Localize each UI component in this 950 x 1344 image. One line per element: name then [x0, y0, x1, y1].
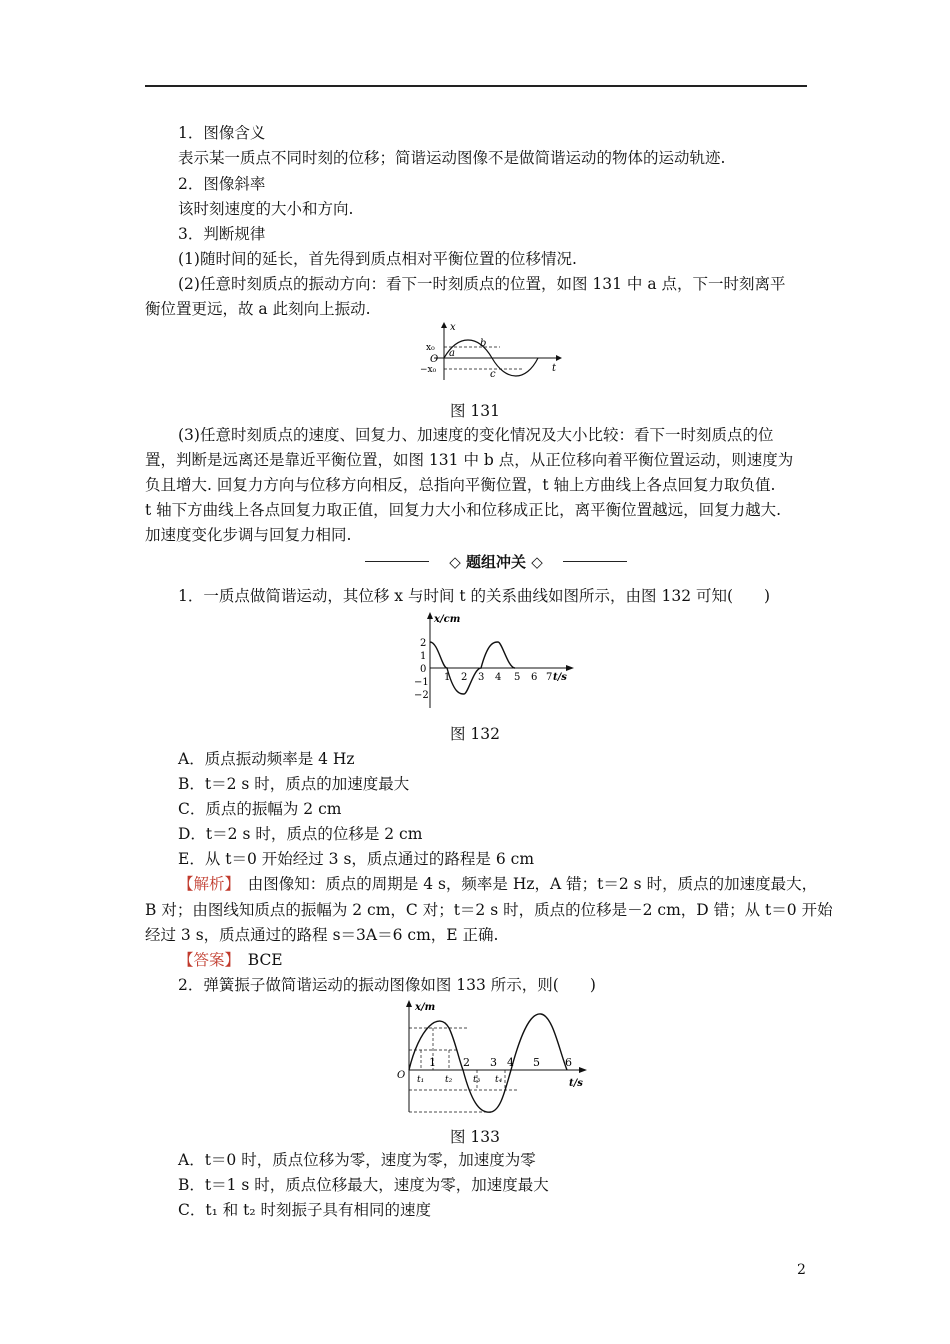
q1-stem: 1．一质点做简谐运动，其位移 x 与时间 t 的关系曲线如图所示，由图 132 可知( )	[178, 587, 771, 605]
fig133-y-label: x/m	[415, 1002, 436, 1013]
fig132-xtick-4: 4	[495, 672, 502, 683]
fig133-num-3: 3	[490, 1056, 497, 1069]
analysis-text-1: 由图像知：质点的周期是 4 s，频率是 Hz，A 错；t＝2 s 时，质点的加速度最大，	[232, 875, 818, 893]
answer-text: BCE	[232, 951, 283, 969]
figure-131-caption: 图 131	[449, 402, 500, 420]
fig132-xtick-3: 3	[478, 672, 485, 683]
paragraph-2: 该时刻速度的大小和方向.	[178, 200, 354, 218]
fig132-xtick-2: 2	[461, 672, 468, 683]
q1-option-a: A．质点振动频率是 4 Hz	[178, 750, 355, 768]
fig133-num-2: 2	[463, 1056, 470, 1069]
fig131-neg-x0-label: −x₀	[420, 365, 437, 375]
fig133-x-label: t/s	[569, 1078, 583, 1089]
fig132-ytick-neg2: −2	[414, 690, 429, 701]
rule-2-line-2: 衡位置更远，故 a 此刻向上振动.	[145, 300, 371, 318]
q2-stem: 2．弹簧振子做简谐运动的振动图像如图 133 所示，则( )	[178, 976, 596, 994]
page-number: 2	[797, 1262, 806, 1278]
fig133-num-5: 5	[533, 1056, 540, 1069]
fig133-num-6: 6	[565, 1056, 572, 1069]
fig131-x0-label: x₀	[426, 343, 435, 353]
q1-answer	[178, 950, 283, 970]
fig132-xtick-6: 6	[531, 672, 538, 683]
heading-2: 2．图像斜率	[178, 175, 266, 193]
fig131-point-b: b	[480, 338, 487, 349]
answer-tag: 【答案】	[178, 951, 233, 969]
q1-option-c: C．质点的振幅为 2 cm	[178, 800, 342, 818]
rule-1: (1)随时间的延长，首先得到质点相对平衡位置的位移情况.	[178, 250, 577, 268]
fig132-x-label: t/s	[553, 672, 567, 683]
figure-131	[420, 322, 570, 384]
heading-3: 3．判断规律	[178, 225, 266, 243]
fig133-origin-label: O	[397, 1070, 406, 1081]
q1-option-b: B．t＝2 s 时，质点的加速度最大	[178, 775, 410, 793]
figure-132	[408, 612, 578, 712]
fig133-t3-label: t₃	[473, 1075, 481, 1085]
fig133-t2-label: t₂	[445, 1075, 453, 1085]
fig132-xtick-5: 5	[514, 672, 521, 683]
fig132-ytick-1: 1	[420, 651, 427, 662]
fig133-num-1: 1	[429, 1056, 436, 1069]
divider-title: ◇ 题组冲关 ◇	[449, 553, 543, 571]
figure-133	[393, 1000, 593, 1114]
q1-option-e: E．从 t＝0 开始经过 3 s，质点通过的路程是 6 cm	[178, 850, 535, 868]
q2-option-a: A．t＝0 时，质点位移为零，速度为零，加速度为零	[178, 1151, 536, 1169]
rule-3-line-5: 加速度变化步调与回复力相同.	[145, 526, 352, 544]
rule-3-line-2: 置，判断是远离还是靠近平衡位置，如图 131 中 b 点，从正位移向着平衡位置运动，则速度为	[145, 451, 794, 469]
rule-3-line-1: (3)任意时刻质点的速度、回复力、加速度的变化情况及大小比较：看下一时刻质点的位	[178, 426, 774, 444]
fig132-xtick-7: 7	[546, 672, 553, 683]
fig133-t1-label: t₁	[417, 1075, 425, 1085]
q2-option-b: B．t＝1 s 时，质点位移最大，速度为零，加速度最大	[178, 1176, 549, 1194]
rule-3-line-4: t 轴下方曲线上各点回复力取正值，回复力大小和位移成正比，离平衡位置越远，回复力越大.	[145, 501, 782, 519]
fig133-t4-label: t₄	[495, 1075, 503, 1085]
section-divider	[365, 551, 627, 573]
q1-analysis-line-1	[178, 874, 817, 894]
fig132-xtick-1: 1	[444, 672, 451, 683]
q1-analysis-line-2: B 对；由图线知质点的振幅为 2 cm，C 对；t＝2 s 时，质点的位移是－2 cm，D 错；从 t＝0 开始	[145, 901, 833, 919]
figure-133-caption: 图 133	[449, 1128, 500, 1146]
fig131-origin-label: O	[430, 354, 439, 365]
fig131-x-label: x	[450, 322, 456, 333]
paragraph-1: 表示某一质点不同时刻的位移；简谐运动图像不是做简谐运动的物体的运动轨迹.	[178, 149, 726, 167]
fig132-ytick-neg1: −1	[414, 677, 429, 688]
heading-1: 1．图像含义	[178, 124, 266, 142]
figure-132-caption: 图 132	[449, 725, 500, 743]
rule-2-line-1: (2)任意时刻质点的振动方向：看下一时刻质点的位置，如图 131 中 a 点，下一时刻离平	[178, 275, 786, 293]
analysis-tag: 【解析】	[178, 875, 233, 893]
q1-option-d: D．t＝2 s 时，质点的位移是 2 cm	[178, 825, 423, 843]
fig132-ytick-2: 2	[420, 638, 427, 649]
q1-analysis-line-3: 经过 3 s，质点通过的路程 s＝3A＝6 cm，E 正确.	[145, 926, 499, 944]
fig132-ytick-0: 0	[420, 664, 427, 675]
q2-option-c: C．t₁ 和 t₂ 时刻振子具有相同的速度	[178, 1201, 432, 1219]
fig133-num-4: 4	[507, 1056, 514, 1069]
fig131-t-label: t	[552, 363, 557, 374]
fig131-point-c: c	[490, 369, 496, 380]
fig132-y-label: x/cm	[434, 614, 461, 625]
rule-3-line-3: 负且增大. 回复力方向与位移方向相反，总指向平衡位置，t 轴上方曲线上各点回复力取负值.	[145, 476, 776, 494]
header-rule	[145, 85, 807, 87]
fig131-point-a: a	[449, 348, 455, 359]
